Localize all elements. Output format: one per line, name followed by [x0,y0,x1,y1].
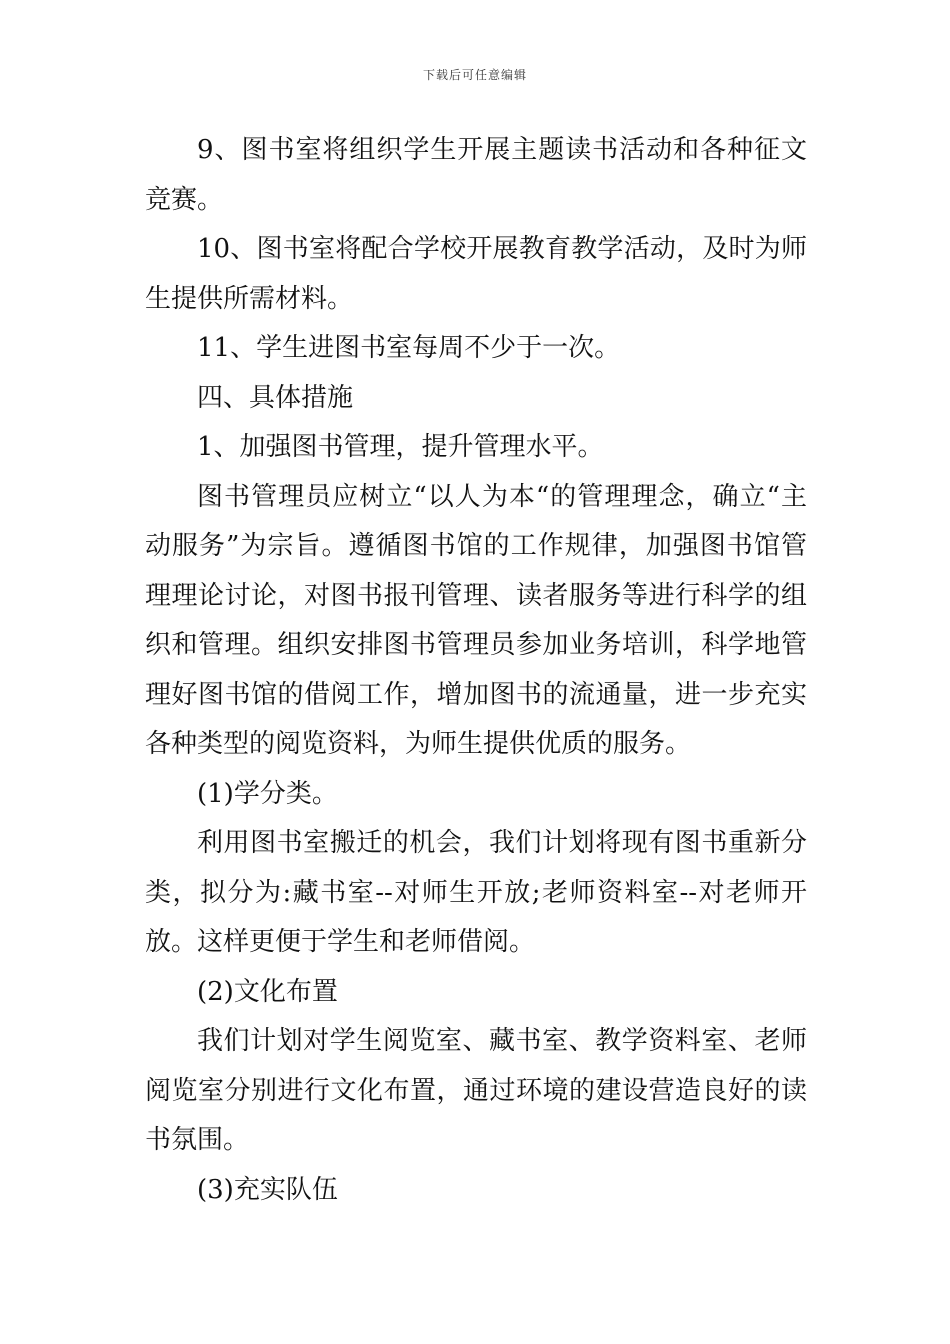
document-body [145,126,807,1215]
paragraph-classification-body: 利用图书室搬迁的机会，我们计划将现有图书重新分类，拟分为:藏书室--对师生开放;老师资料室--对老师开放。这样更便于学生和老师借阅。 [145,828,807,957]
paragraph-item-9: 9、图书室将组织学生开展主题读书活动和各种征文竞赛。 [145,135,807,215]
subheading-classification: (1)学分类。 [197,778,338,809]
subheading-team: (3)充实队伍 [197,1174,338,1205]
paragraph-item-11: 11、学生进图书室每周不少于一次。 [197,333,621,363]
header-note: 下载后可任意编辑 [422,68,527,82]
paragraph-culture-layout-body: 我们计划对学生阅览室、藏书室、教学资料室、老师阅览室分别进行文化布置，通过环境的建设营造良好的读书氛围。 [145,1026,807,1155]
subheading-culture-layout: (2)文化布置 [197,976,338,1007]
paragraph-item-10: 10、图书室将配合学校开展教育教学活动，及时为师生提供所需材料。 [145,234,807,314]
paragraph-management-body: 图书管理员应树立“以人为本“的管理理念，确立“主动服务”为宗旨。遵循图书馆的工作规律，加强图书馆管理理论讨论，对图书报刊管理、读者服务等进行科学的组织和管理。组织安排图书管理员参加业务培训，科学地管理好图书馆的借阅工作，增加图书的流通量，进一步充实各种类型的阅览资料，为师生提供优质的服务。 [145,481,807,759]
section-heading-measures: 四、具体措施 [197,382,354,413]
subheading-management: 1、加强图书管理，提升管理水平。 [197,432,604,462]
